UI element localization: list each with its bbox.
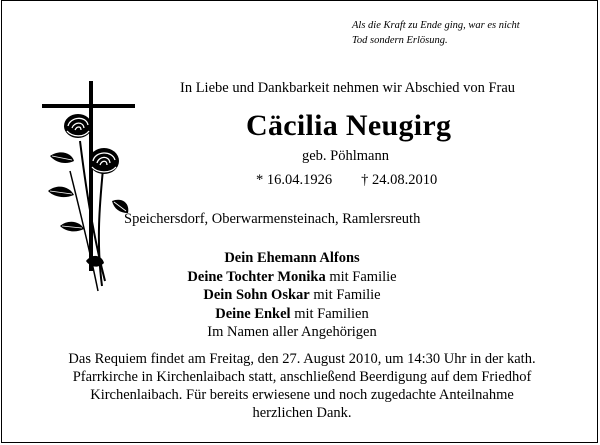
requiem-line: herzlichen Dank. [252,405,352,421]
mourner-name: Deine Tochter Monika [187,268,326,285]
mourner-suffix: mit Familien [290,305,369,322]
quote-line: Tod sondern Erlösung. [352,35,448,46]
quote-line: Als die Kraft zu Ende ging, war es nicht [352,20,520,31]
mourner-name: Dein Sohn Oskar [203,287,310,303]
life-dates [256,172,437,189]
mourner-line [142,305,442,324]
mourner-line [142,286,442,305]
requiem-line: Das Requiem findet am Freitag, den 27. August 2010, um 14:30 Uhr in der kath. [68,351,536,367]
quote [352,18,592,48]
requiem-line: Kirchenlaibach. Für bereits erwiesene und noch zugedachte Anteilnahme [90,387,514,403]
obituary-notice [1,0,598,443]
deceased-name: Cäcilia Neugirg [246,109,452,142]
mourner-suffix: mit Familie [325,268,397,285]
requiem-line: Pfarrkirche in Kirchenlaibach statt, anschließend Beerdigung auf dem Friedhof [72,369,532,385]
places: Speichersdorf, Oberwarmensteinach, Ramlersreuth [124,211,421,227]
cross-with-roses-icon [30,81,135,301]
requiem-text [22,350,582,422]
mourner-name: Dein Ehemann Alfons [224,250,360,266]
mourner-suffix: Im Namen aller Angehörigen [207,324,377,340]
mourner-suffix: mit Familie [309,287,381,303]
mourner-line [142,249,442,268]
death-date: † 24.08.2010 [361,172,438,188]
maiden-name: geb. Pöhlmann [302,148,389,164]
mourner-line [142,268,442,287]
birth-date: * 16.04.1926 [256,172,333,188]
mourner-name: Deine Enkel [215,305,291,322]
intro-text: In Liebe und Dankbarkeit nehmen wir Abschied von Frau [180,80,516,96]
mourners-list [142,249,442,342]
mourner-line [142,323,442,342]
